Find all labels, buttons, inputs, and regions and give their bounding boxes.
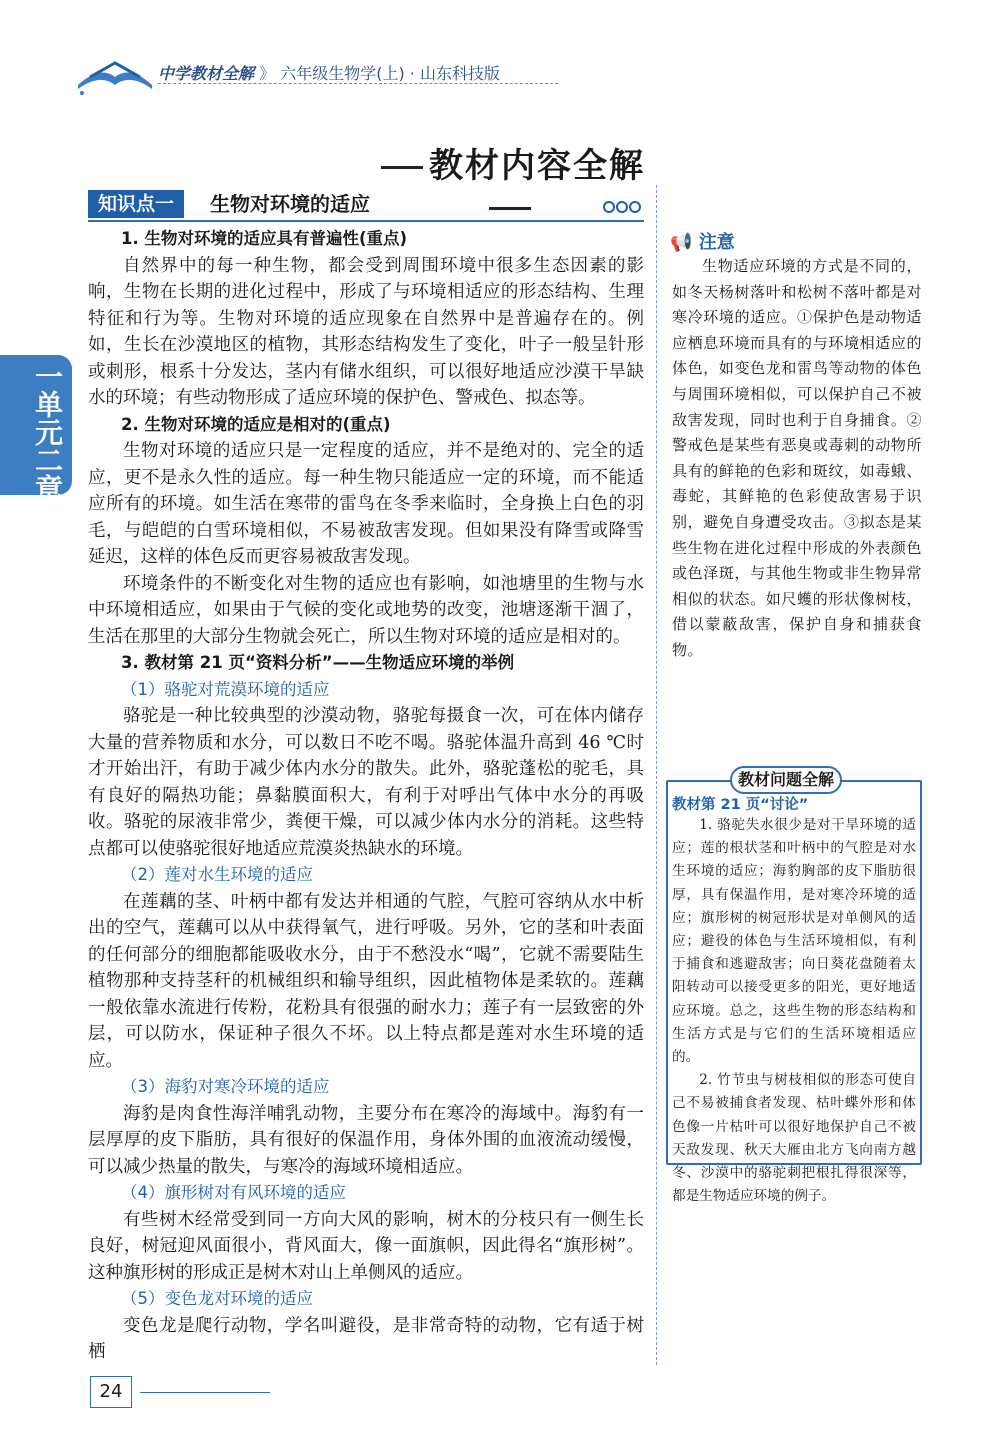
paragraph-6: 海豹是肉食性海洋哺乳动物，主要分布在寒冷的海域中。海豹有一层厚厚的皮下脂肪，具有很好的保温作用，身体外围的血液流动缓慢，可以减少热量的散失，与寒冷的海域环境相适应。 — [88, 1103, 644, 1177]
knowledge-point-bar — [88, 190, 644, 222]
paragraph-3: 环境条件的不断变化对生物的适应也有影响，如池塘里的生物与水中环境相适应，如果由于气候的变化或地势的改变，池塘逐渐干涸了，生活在那里的大部分生物就会死亡，所以生物对环境的适应是相对的。 — [88, 573, 644, 647]
section-title-text: 教材内容全解 — [429, 146, 645, 186]
header-text — [158, 61, 500, 84]
paragraph-5: 在莲藕的茎、叶柄中都有发达并相通的气腔，气腔可容纳从水中析出的空气，莲藕可以从中获得氧气，进行呼吸。另外，它的茎和叶表面的任何部分的细胞都能吸收水分，由于不愁没水“喝”，它就不需要陆生植物那种支持茎秆的机械组织和输导组织，因此植物体是柔软的。莲藕一般依靠水流进行传粉，花粉具有很强的耐水力；莲子有一层致密的外层，可以防水，保证种子很久不坏。以上特点都是莲对水生环境的适应。 — [88, 891, 644, 1071]
title-dash-left — [381, 166, 423, 169]
drops-decoration-icon — [602, 196, 642, 214]
qa-title: 教材问题全解 — [730, 766, 842, 794]
example-1-title: （1）骆驼对荒漠环境的适应 — [121, 679, 330, 699]
page-number: 24 — [90, 1376, 132, 1408]
main-column — [88, 226, 644, 1366]
heading-1: 1. 生物对环境的适应具有普遍性(重点) — [121, 229, 408, 248]
example-2-title: （2）莲对水生环境的适应 — [121, 865, 313, 884]
paragraph-2: 生物对环境的适应只是一定程度的适应，并不是绝对的、完全的适应，更不是永久性的适应。每一种生物只能适应一定的环境，而不能适应所有的环境。如生活在寒带的雷鸟在冬季来临时，全身换上白色的羽毛，与皑皑的白雪环境相似，不易被敌害发现。但如果没有降雪或降雪延迟，这样的体色反而更容易被敌害发现。 — [88, 441, 644, 567]
book-logo-icon — [70, 55, 160, 95]
megaphone-icon: 📢 — [670, 232, 693, 253]
series-name: 中学教材全解 — [158, 64, 255, 83]
heading-2: 2. 生物对环境的适应是相对的(重点) — [121, 414, 391, 434]
qa-subtitle: 教材第 21 页“讨论” — [672, 797, 809, 813]
note-heading — [670, 228, 735, 254]
column-divider — [656, 185, 657, 1365]
running-header — [70, 55, 550, 95]
paragraph-7: 有些树木经常受到同一方向大风的影响，树木的分枝只有一侧生长良好，树冠迎风面很小，背风面大，像一面旗帜，因此得名“旗形树”。这种旗形树的形成正是树木对山上单侧风的适应。 — [88, 1209, 644, 1283]
heading-3: 3. 教材第 21 页“资料分析”——生物适应环境的举例 — [121, 653, 515, 672]
note-heading-text: 注意 — [698, 232, 735, 253]
qa-body — [672, 814, 916, 1208]
paragraph-4: 骆驼是一种比较典型的沙漠动物，骆驼每摄食一次，可在体内储存大量的营养物质和水分，可以数日不吃不喝。骆驼体温升高到 46 ℃时才开始出汗，有助于减少体内水分的散失。此外，骆驼蓬松的驼毛，具有良好的隔热功能；鼻黏膜面积大，有利于对呼出气体中水分的再吸收。骆驼的尿液非常少，粪便干燥，可以减少体内水分的消耗。这些特点都可以使骆驼很好地适应荒漠炎热缺水的环境。 — [88, 706, 644, 859]
paragraph-1: 自然界中的每一种生物，都会受到周围环境中很多生态因素的影响，生物在长期的进化过程中，形成了与环境相适应的形态结构、生理特征和行为等。生物对环境的适应现象在自然界中是普遍存在的。例如，生长在沙漠地区的植物，其形态结构发生了变化，叶子一般呈针形或刺形，根系十分发达，茎内有储水组织，可以很好地适应沙漠干旱缺水的环境；有些动物形成了适应环境的保护色、警戒色、拟态等。 — [88, 255, 644, 408]
knowledge-point-label: 知识点一 — [88, 190, 184, 218]
qa-answer-2: 2. 竹节虫与树枝相似的形态可使自己不易被捕食者发现、枯叶蝶外形和体色像一片枯叶可以很好地保护自己不被天敌发现、秋天大雁由北方飞向南方越冬、沙漠中的骆驼刺把根扎得很深等，都是生物适应环境的例子。 — [672, 1072, 916, 1205]
chapter-side-tab-text: 一单元二章 — [31, 362, 64, 502]
example-4-title: （4）旗形树对有风环境的适应 — [121, 1183, 346, 1202]
paragraph-8: 变色龙是爬行动物，学名叫避役，是非常奇特的动物，它有适于树栖 — [88, 1315, 644, 1362]
header-separator: 》 — [259, 64, 276, 83]
example-3-title: （3）海豹对寒冷环境的适应 — [121, 1077, 330, 1096]
note-body: 生物适应环境的方式是不同的，如冬天杨树落叶和松树不落叶都是对寒冷环境的适应。①保护色是动物适应栖息环境而具有的与环境相适应的体色，如变色龙和雷鸟等动物的体色与周围环境相似，可以保护自己不被敌害发现，同时也利于自身捕食。②警戒色是某些有恶臭或毒刺的动物所具有的鲜艳的色彩和斑纹，如毒蛾、毒蛇，其鲜艳的色彩使敌害易于识别，避免自身遭受攻击。③拟态是某些生物在进化过程中形成的外表颜色或色泽斑，与其他生物或非生物异常相似的状态。如尺蠖的形状像树枝，借以蒙蔽敌害，保护自身和捕获食物。 — [672, 257, 922, 659]
example-5-title: （5）变色龙对环境的适应 — [121, 1289, 313, 1308]
header-divider — [158, 83, 558, 84]
qa-answer-1: 1. 骆驼失水很少是对干旱环境的适应；莲的根状茎和叶柄中的气腔是对水生环境的适应；海豹胸部的皮下脂肪很厚，具有保温作用，是对寒冷环境的适应；旗形树的树冠形状是对单侧风的适应；避役的体色与生活环境相似，有利于捕食和逃避敌害；向日葵花盘随着太阳转动可以接受更多的阳光，更好地适应环境。总之，这些生物的形态结构和生活方式是与它们的生活环境相适应的。 — [672, 817, 916, 1066]
footer-line — [140, 1392, 270, 1393]
book-name: 六年级生物学(上) · 山东科技版 — [280, 64, 500, 83]
knowledge-point-title: 生物对环境的适应 — [210, 192, 370, 216]
